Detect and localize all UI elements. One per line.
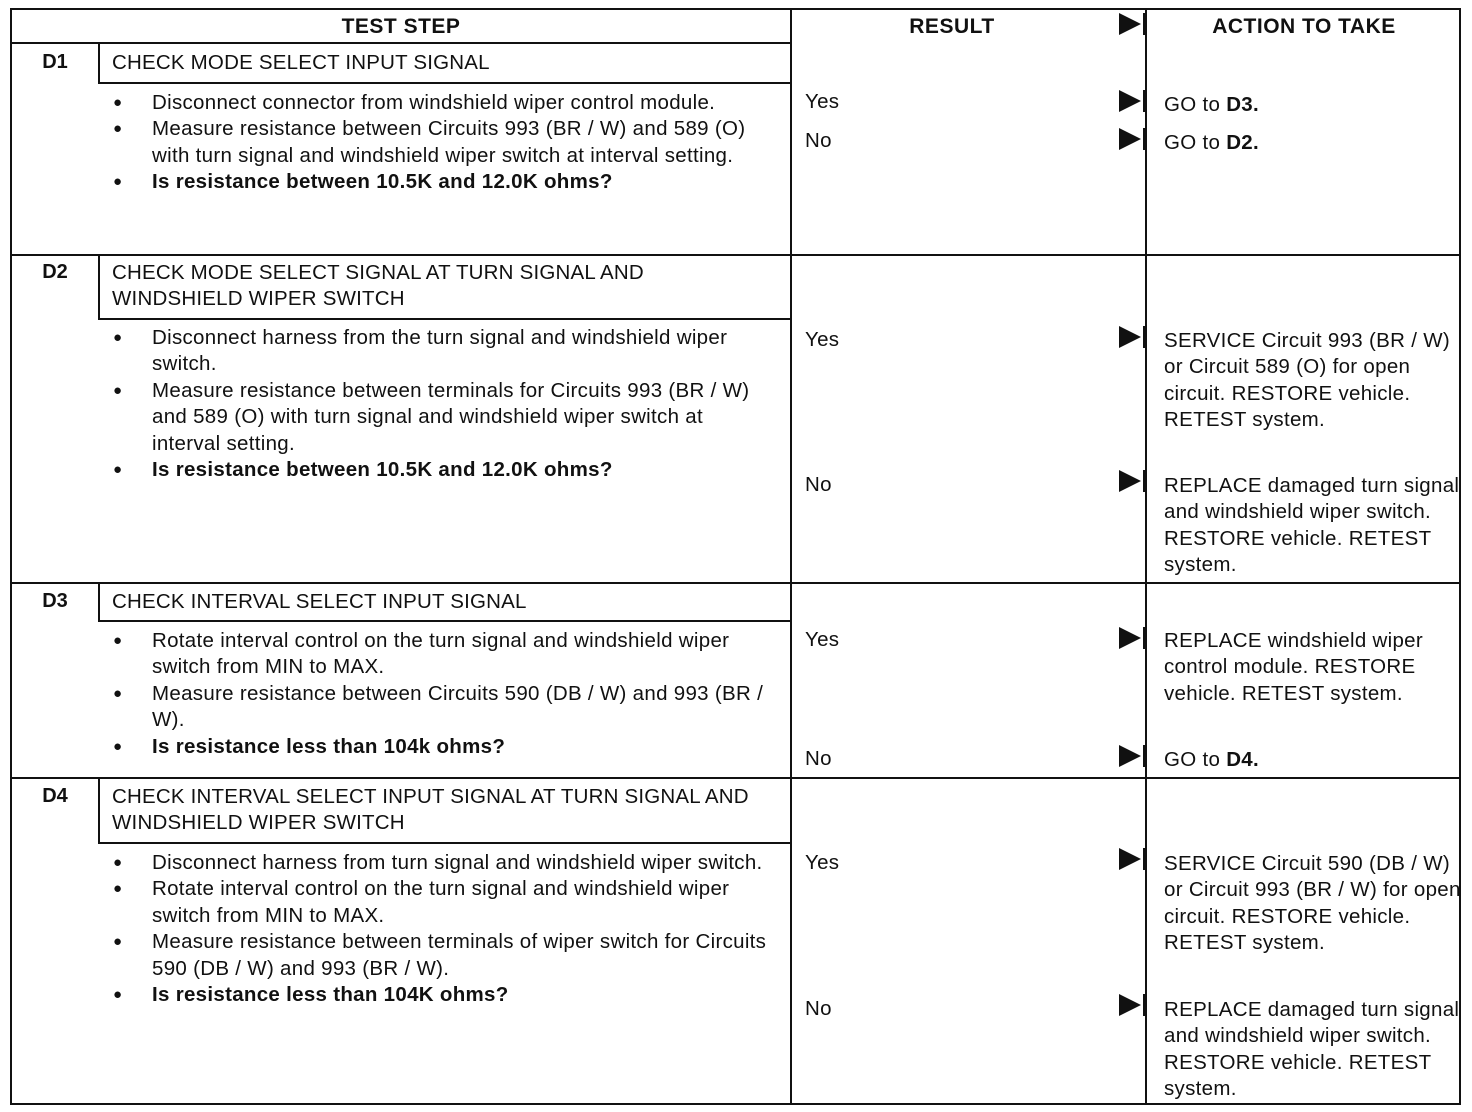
action-no: REPLACE damaged turn signal and windshield wiper switch. RESTORE vehicle. RETEST system. — [1164, 998, 1460, 1101]
action-yes: REPLACE windshield wiper control module. RESTORE vehicle. RETEST system. — [1164, 629, 1424, 705]
list-item: ● Disconnect harness from the turn signal and windshield wiper switch. — [107, 325, 767, 378]
arrow-right-icon — [1119, 848, 1141, 870]
arrow-right-icon — [1119, 90, 1141, 112]
result-yes: Yes — [805, 628, 840, 651]
step-id-divider — [98, 42, 100, 82]
step-title: CHECK MODE SELECT SIGNAL AT TURN SIGNAL AND WINDSHIELD WIPER SWITCH — [112, 261, 644, 310]
step-question: ● Is resistance less than 104k ohms? — [107, 734, 767, 760]
action-no: GO to D2. — [1164, 131, 1259, 154]
test-step-table — [10, 8, 1461, 1105]
result-yes: Yes — [805, 90, 840, 113]
step-title-divider — [98, 842, 790, 844]
list-item: ● Measure resistance between Circuits 993 (BR / W) and 589 (O) with turn signal and windshield wiper switch at interval setting. — [107, 116, 767, 169]
list-item: ● Disconnect harness from turn signal and windshield wiper switch. — [107, 850, 767, 876]
result-no: No — [805, 473, 832, 496]
step-id: D1 — [42, 51, 68, 73]
header-divider — [12, 42, 790, 44]
header-result: RESULT — [909, 15, 995, 38]
step-title-divider — [98, 82, 790, 84]
action-yes: GO to D3. — [1164, 93, 1259, 116]
list-item: ● Rotate interval control on the turn signal and windshield wiper switch from MIN to MAX. — [107, 628, 767, 681]
step-question: ● Is resistance between 10.5K and 12.0K ohms? — [107, 169, 767, 195]
action-yes: SERVICE Circuit 590 (DB / W) or Circuit 993 (BR / W) for open circuit. RESTORE vehicle. RETEST system. — [1164, 852, 1461, 955]
row-divider — [12, 777, 1459, 779]
step-id-divider — [98, 582, 100, 620]
step-question: ● Is resistance between 10.5K and 12.0K ohms? — [107, 457, 767, 483]
step-id: D2 — [42, 261, 68, 283]
step-id-divider — [98, 254, 100, 318]
header-action: ACTION TO TAKE — [1212, 15, 1396, 38]
step-title: CHECK INTERVAL SELECT INPUT SIGNAL — [112, 590, 527, 613]
list-item: ● Measure resistance between Circuits 590 (DB / W) and 993 (BR / W). — [107, 681, 767, 734]
step-id-divider — [98, 777, 100, 842]
step-items — [107, 628, 767, 760]
result-yes: Yes — [805, 851, 840, 874]
result-no: No — [805, 747, 832, 770]
action-yes: SERVICE Circuit 993 (BR / W) or Circuit 589 (O) for open circuit. RESTORE vehicle. RETEST system. — [1164, 329, 1450, 432]
step-items — [107, 90, 767, 196]
step-title: CHECK INTERVAL SELECT INPUT SIGNAL AT TURN SIGNAL AND WINDSHIELD WIPER SWITCH — [112, 785, 749, 834]
step-id: D3 — [42, 590, 68, 612]
arrow-right-icon — [1119, 627, 1141, 649]
step-items — [107, 325, 767, 483]
action-no: GO to D4. — [1164, 748, 1259, 771]
row-divider — [12, 254, 1459, 256]
arrow-right-icon — [1119, 994, 1141, 1016]
result-no: No — [805, 997, 832, 1020]
arrow-right-icon — [1119, 326, 1141, 348]
column-divider-action — [1145, 10, 1147, 1103]
step-title-divider — [98, 620, 790, 622]
arrow-right-icon — [1119, 745, 1141, 767]
row-divider — [12, 582, 1459, 584]
step-id: D4 — [42, 785, 68, 807]
arrow-right-icon — [1119, 128, 1141, 150]
step-title: CHECK MODE SELECT INPUT SIGNAL — [112, 51, 490, 74]
result-yes: Yes — [805, 328, 840, 351]
list-item: ● Measure resistance between terminals of wiper switch for Circuits 590 (DB / W) and 993 (BR / W). — [107, 929, 767, 982]
step-question: ● Is resistance less than 104K ohms? — [107, 982, 767, 1008]
action-no: REPLACE damaged turn signal and windshield wiper switch. RESTORE vehicle. RETEST system. — [1164, 474, 1460, 577]
result-no: No — [805, 129, 832, 152]
header-test-step: TEST STEP — [341, 15, 461, 38]
list-item: ● Disconnect connector from windshield wiper control module. — [107, 90, 767, 116]
list-item: ● Measure resistance between terminals for Circuits 993 (BR / W) and 589 (O) with turn signal and windshield wiper switch at interval setting. — [107, 378, 767, 457]
arrow-right-icon — [1119, 13, 1141, 35]
list-item: ● Rotate interval control on the turn signal and windshield wiper switch from MIN to MAX. — [107, 876, 767, 929]
column-divider-result — [790, 10, 792, 1103]
arrow-right-icon — [1119, 470, 1141, 492]
step-items — [107, 850, 767, 1008]
step-title-divider — [98, 318, 790, 320]
